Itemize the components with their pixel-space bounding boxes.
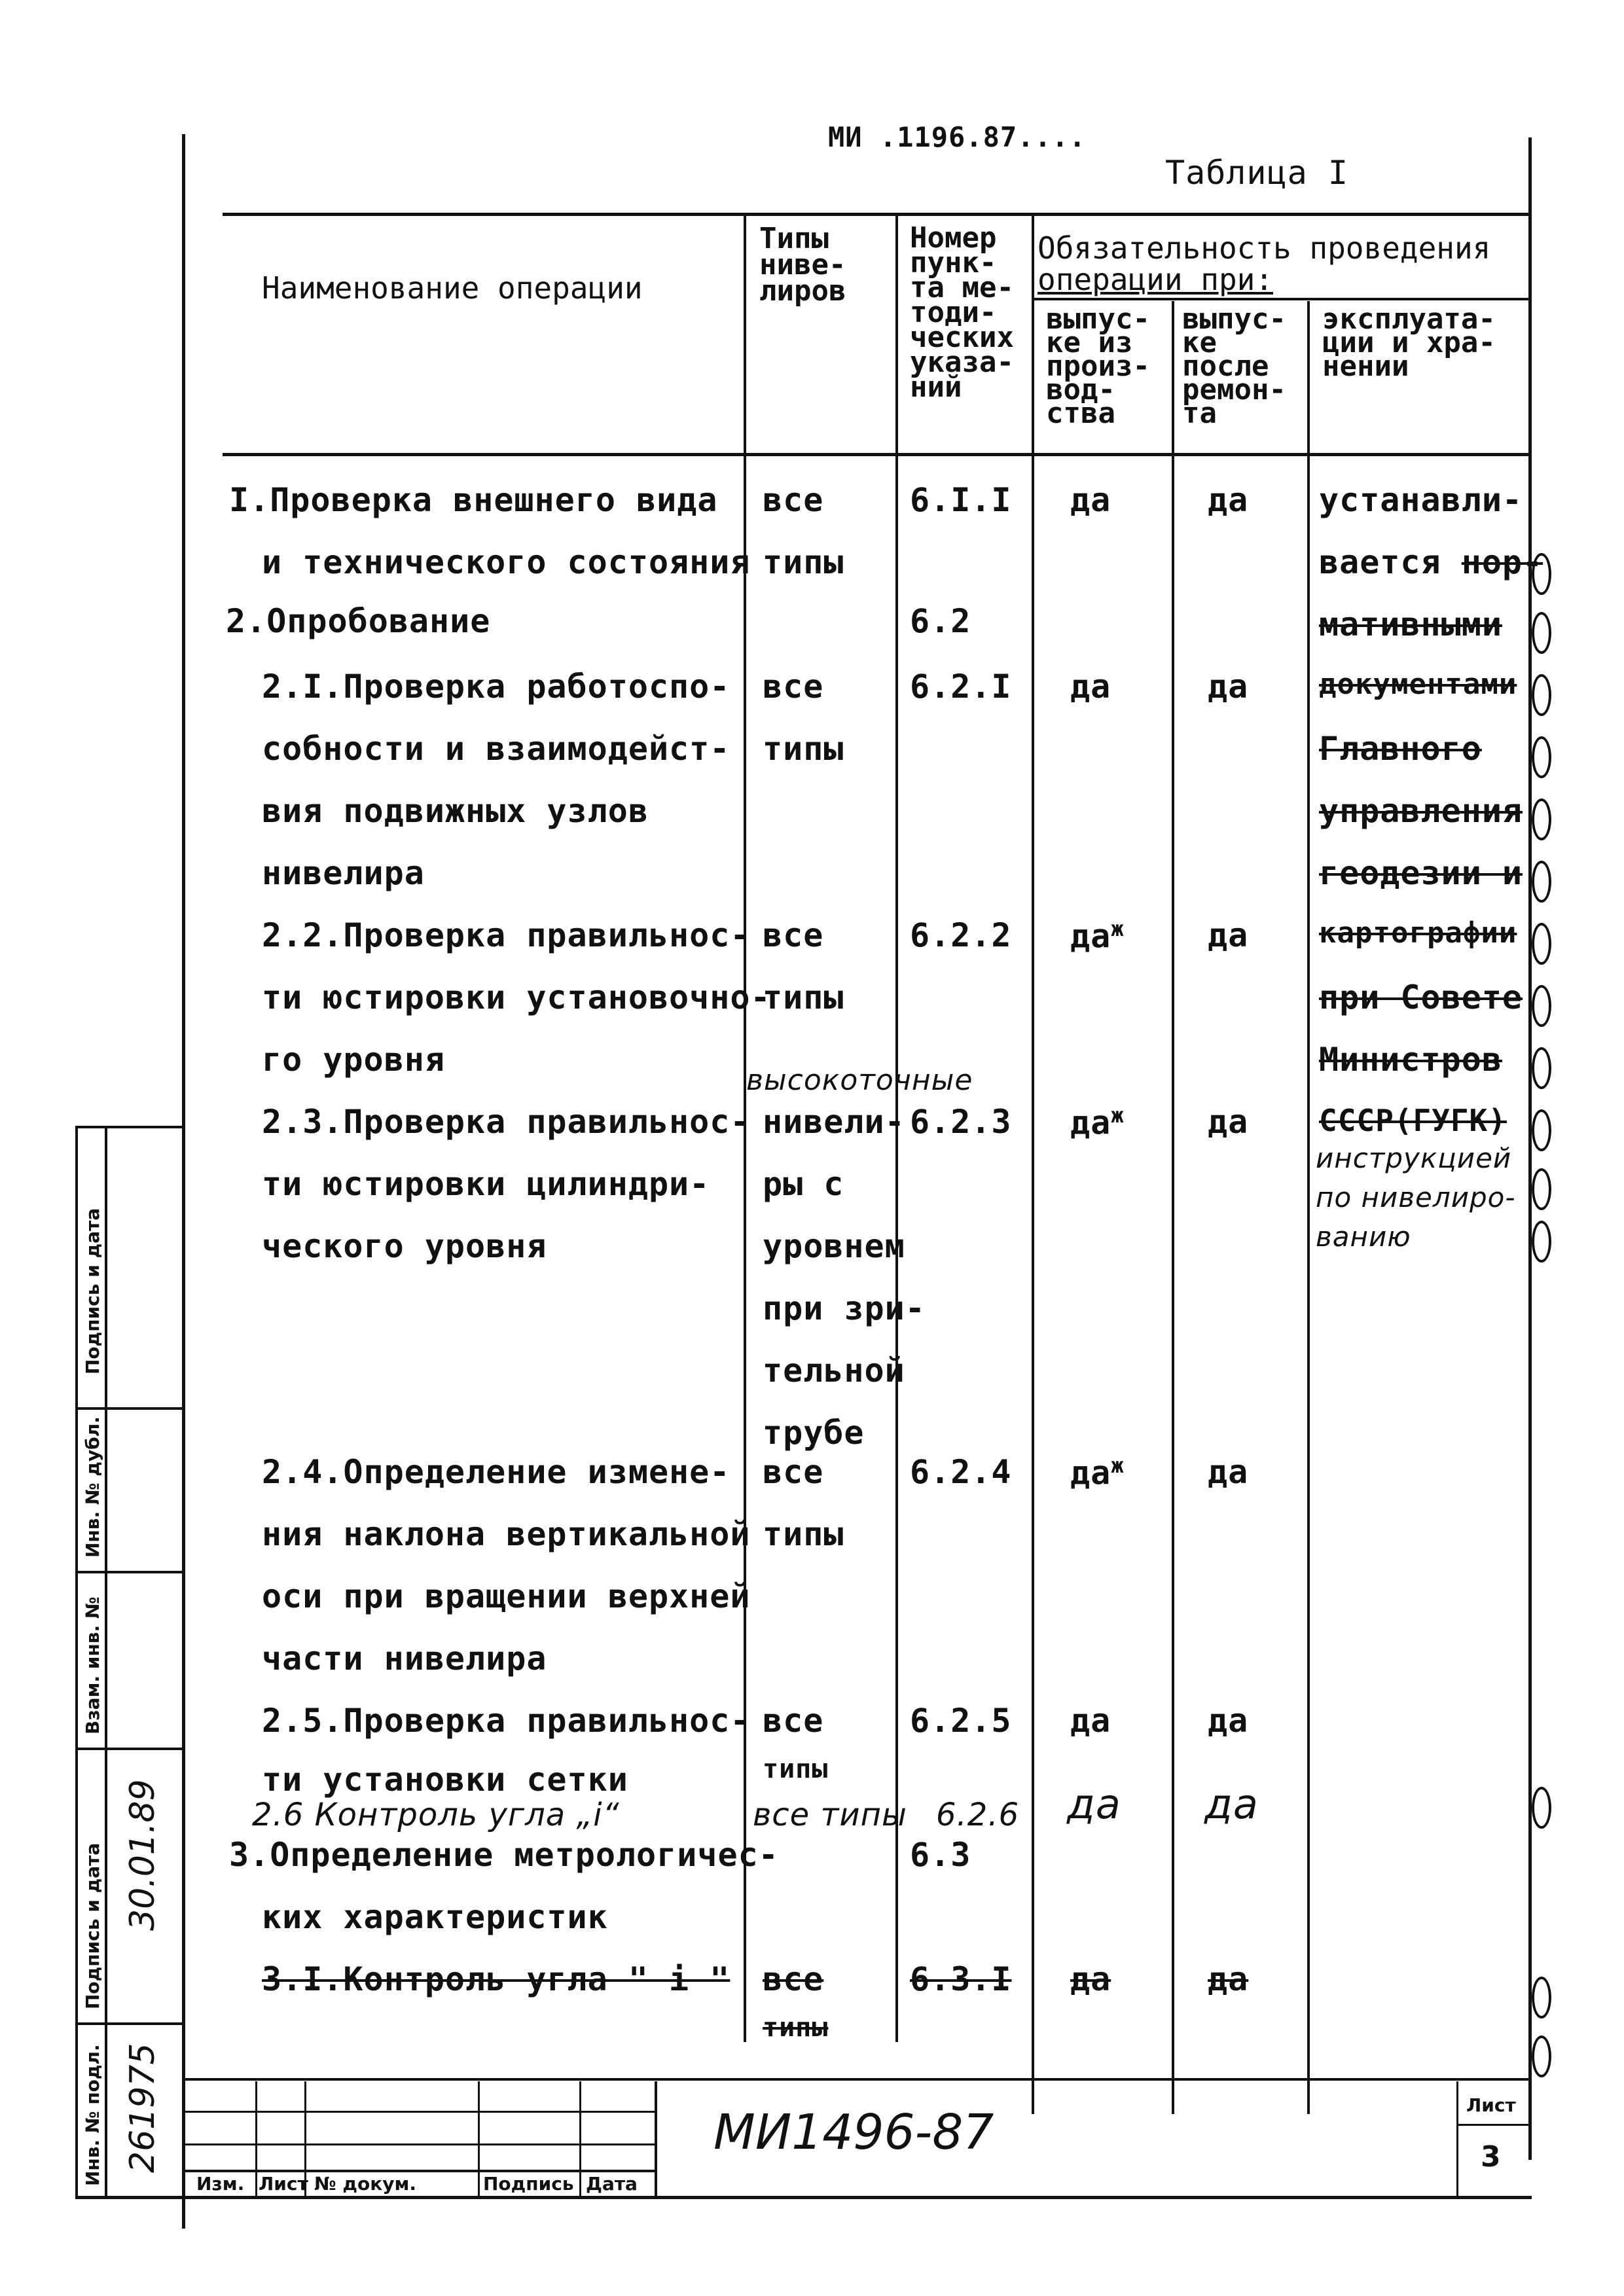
row6-name-l4: части нивелира: [262, 1640, 547, 1677]
header-bottom-rule: [223, 453, 1528, 456]
revision-mark-2: [1532, 612, 1551, 654]
side-stamp-mid: [105, 1126, 107, 2199]
row1-release: да: [1070, 481, 1111, 519]
revision-mark-12: [1532, 1221, 1551, 1263]
title-block-row-1: [183, 2111, 655, 2113]
col-header-item-l7: ний: [910, 370, 962, 404]
row10-release: да: [1070, 1960, 1111, 1998]
side-stamp-inv-dubl: Инв. № дубл.: [82, 1416, 103, 1558]
row4-name-l3: го уровня: [262, 1041, 445, 1079]
row1-types-l1: все: [763, 481, 824, 519]
row10-types-l2: типы: [763, 2013, 829, 2043]
row5-types-l5: тельной: [763, 1352, 905, 1390]
row5-types-l1: нивели-: [763, 1103, 905, 1141]
row3-name-l3: вия подвижных узлов: [262, 792, 649, 830]
col-header-release-l4: вод-: [1046, 373, 1115, 406]
table-top-rule: [223, 213, 1528, 216]
row6-types-l1: все: [763, 1453, 824, 1491]
revision-mark-9: [1532, 1047, 1551, 1089]
row3-item: 6.2.I: [910, 668, 1012, 706]
revision-mark-13: [1532, 1787, 1551, 1829]
col-header-repair-l5: та: [1182, 397, 1217, 430]
side-stamp-sep-5: [75, 2022, 183, 2025]
revision-mark-7: [1532, 923, 1551, 965]
operation-note-l11: СССР(ГУГК): [1319, 1103, 1507, 1138]
col-header-types: [759, 222, 846, 308]
row5-types-handwritten: высокоточные: [746, 1064, 973, 1097]
operation-note-l2-struck: нор-: [1461, 543, 1543, 581]
row7-types-l1: все: [763, 1702, 824, 1740]
operation-note-l4: документами: [1319, 668, 1517, 701]
title-block-row-3: [183, 2170, 655, 2172]
row4-item: 6.2.2: [910, 916, 1012, 954]
title-block-sheet-sep: [1456, 2081, 1458, 2196]
title-block-label-date: Дата: [586, 2173, 638, 2195]
col-header-item-l6: указа-: [910, 346, 1014, 379]
operation-note-l6: управления: [1319, 792, 1523, 830]
col-header-types-l3: лиров: [759, 274, 846, 308]
col-header-item-l2: пунк-: [910, 246, 997, 279]
side-stamp-handwritten-inv: 261975: [123, 2043, 162, 2173]
row3-release: да: [1070, 668, 1111, 706]
row4-types-l2: типы: [763, 978, 844, 1016]
row5-release: [1070, 1103, 1124, 1142]
row6-types-l2: типы: [763, 1515, 844, 1553]
col-header-repair: [1182, 302, 1286, 430]
operation-note-l3: мативными: [1319, 605, 1502, 643]
row6-item: 6.2.4: [910, 1453, 1012, 1491]
title-block-label-signature: Подпись: [483, 2173, 574, 2195]
side-stamp-vzam-inv: Взам. инв. №: [82, 1596, 103, 1734]
row5-types-l6: трубе: [763, 1414, 865, 1452]
row5-types-l4: при зри-: [763, 1289, 926, 1327]
row7-release: да: [1070, 1702, 1111, 1740]
title-block-label-list: Лист: [259, 2173, 308, 2195]
row6-release: [1070, 1453, 1124, 1492]
row10-item: 6.3.I: [910, 1960, 1012, 1998]
col-header-item-l3: та ме-: [910, 271, 1014, 304]
col-header-mandatory-l2: операции при:: [1038, 262, 1274, 297]
row8-name-handwritten: 2.6 Контроль угла „i“: [252, 1797, 620, 1833]
revision-mark-1: [1532, 553, 1551, 595]
row3-types-l2: типы: [763, 730, 844, 768]
col-header-repair-l4: ремон-: [1182, 373, 1286, 406]
title-block-sheet-row: [1456, 2124, 1528, 2126]
revision-mark-11: [1532, 1168, 1551, 1210]
title-block-col-4: [579, 2081, 581, 2199]
col-header-mandatory-l1: Обязательность проведения: [1038, 230, 1491, 266]
col-header-repair-l2: ке: [1182, 326, 1217, 359]
col-header-operation-l3: нении: [1322, 350, 1409, 383]
col-header-item-l5: ческих: [910, 321, 1014, 354]
col-header-item: [910, 221, 1014, 404]
col-header-release-l5: ства: [1046, 397, 1115, 430]
operation-handwritten-l1: инструкцией: [1316, 1142, 1512, 1174]
col-header-release: [1046, 302, 1150, 430]
operation-note-l9: при Совете: [1319, 978, 1523, 1016]
revision-mark-4: [1532, 736, 1551, 778]
row4-types-l1: все: [763, 916, 824, 954]
row5-types-l2: ры с: [763, 1165, 844, 1203]
title-block-col-1: [255, 2081, 257, 2199]
title-block-doc-number: МИ1496-87: [713, 2104, 994, 2161]
side-stamp-sep-4: [75, 1748, 183, 1750]
revision-mark-15: [1532, 2036, 1551, 2077]
frame-right-border: [1528, 137, 1532, 2160]
row4-repair: да: [1208, 916, 1249, 954]
side-stamp-sep-1: [75, 1126, 183, 1128]
row10-name: 3.I.Контроль угла " i ": [262, 1960, 731, 1998]
row5-release-mark: ж: [1111, 1103, 1125, 1128]
row1-types-l2: типы: [763, 543, 844, 581]
title-block-col-5: [655, 2081, 657, 2199]
col-header-types-l1: Типы: [759, 222, 829, 255]
row3-name-l1: 2.I.Проверка работоспо-: [262, 668, 731, 706]
col-header-operation-l2: ции и хра-: [1322, 326, 1496, 359]
row7-types-l2: типы: [763, 1754, 829, 1784]
col-header-repair-l1: выпус-: [1182, 302, 1286, 336]
row5-item: 6.2.3: [910, 1103, 1012, 1141]
col-header-item-l1: Номер: [910, 221, 997, 255]
row4-release-text: да: [1070, 917, 1111, 956]
col-header-operation: [1322, 302, 1496, 383]
row1-name-l1: I.Проверка внешнего вида: [229, 481, 718, 519]
row7-name-l1: 2.5.Проверка правильнос-: [262, 1702, 751, 1740]
col-header-operation-l1: эксплуата-: [1322, 302, 1496, 336]
title-block-top: [183, 2078, 1528, 2081]
title-block-sheet-number: 3: [1481, 2140, 1501, 2174]
doc-code: МИ .1196.87....: [828, 121, 1087, 153]
revision-mark-5: [1532, 798, 1551, 840]
revision-mark-6: [1532, 861, 1551, 903]
row3-name-l2: собности и взаимодейст-: [262, 730, 731, 768]
table-label: Таблица I: [1165, 154, 1348, 192]
row5-name-l1: 2.3.Проверка правильнос-: [262, 1103, 751, 1141]
row5-release-text: да: [1070, 1103, 1111, 1142]
title-block-label-doc: № докум.: [314, 2173, 417, 2195]
title-block-col-3: [478, 2081, 480, 2199]
frame-left-border: [182, 134, 185, 2229]
side-stamp-handwritten-date: 30.01.89: [123, 1779, 162, 1931]
title-block-row-2: [183, 2144, 655, 2145]
col-header-release-l2: ке из: [1046, 326, 1133, 359]
col-header-repair-l3: после: [1182, 350, 1269, 383]
operation-note-l7: геодезии и: [1319, 854, 1523, 892]
col-header-types-l2: ниве-: [759, 248, 846, 281]
operation-note-l2: вается нор-: [1319, 543, 1543, 581]
row1-item: 6.I.I: [910, 481, 1012, 519]
row10-types-l1: все: [763, 1960, 824, 1998]
operation-note-l8: картографии: [1319, 916, 1517, 950]
row4-release: [1070, 916, 1124, 956]
col-header-item-l4: тоди-: [910, 296, 997, 329]
title-block-label-izm: Изм.: [196, 2173, 245, 2195]
col-sep-4: [1172, 301, 1174, 2114]
row3-types-l1: все: [763, 668, 824, 706]
row6-name-l1: 2.4.Определение измене-: [262, 1453, 731, 1491]
row3-repair: да: [1208, 668, 1249, 706]
row4-name-l2: ти юстировки установочно-: [262, 978, 771, 1016]
operation-note-l5: Главного: [1319, 730, 1482, 768]
side-stamp-sep-2: [75, 1407, 183, 1410]
side-stamp-left: [75, 1126, 78, 2199]
side-stamp-inv-podl: Инв. № подл.: [82, 2044, 103, 2186]
revision-mark-8: [1532, 985, 1551, 1027]
row5-repair: да: [1208, 1103, 1249, 1141]
operation-note-l1: устанавли-: [1319, 481, 1523, 519]
row5-name-l3: ческого уровня: [262, 1227, 547, 1265]
title-block-bottom: [75, 2196, 1532, 2199]
row2-name: 2.Опробование: [226, 602, 491, 640]
col-header-release-l3: произ-: [1046, 350, 1150, 383]
revision-mark-10: [1532, 1109, 1551, 1151]
row7-name-l2: ти установки сетки: [262, 1761, 628, 1799]
row9-item: 6.3: [910, 1836, 971, 1874]
row6-name-l3: оси при вращении верхней: [262, 1577, 751, 1615]
col-sep-3: [1032, 216, 1034, 2114]
side-stamp-sep-3: [75, 1571, 183, 1573]
row8-item-handwritten: 6.2.6: [936, 1797, 1020, 1833]
side-stamp-signature-date-1: Подпись и дата: [82, 1208, 103, 1374]
row10-repair: да: [1208, 1960, 1249, 1998]
row5-types-l3: уровнем: [763, 1227, 905, 1265]
row4-name-l1: 2.2.Проверка правильнос-: [262, 916, 751, 954]
operation-note-l10: Министров: [1319, 1041, 1502, 1079]
row9-name-l1: 3.Определение метрологичес-: [229, 1836, 779, 1874]
row8-repair-handwritten: да: [1204, 1780, 1259, 1828]
col-header-mandatory: [1038, 232, 1490, 295]
row2-item: 6.2: [910, 602, 971, 640]
col-header-name: Наименование операции: [262, 270, 643, 306]
row5-name-l2: ти юстировки цилиндри-: [262, 1165, 710, 1203]
col-sep-5: [1307, 301, 1310, 2114]
row6-release-text: да: [1070, 1454, 1111, 1492]
row9-name-l2: ких характеристик: [262, 1898, 608, 1936]
row3-name-l4: нивелира: [262, 854, 425, 892]
row7-item: 6.2.5: [910, 1702, 1012, 1740]
row1-name-l2: и технического состояния: [262, 543, 751, 581]
row7-repair: да: [1208, 1702, 1249, 1740]
mandatory-subrule: [1033, 298, 1528, 300]
row6-name-l2: ния наклона вертикальной: [262, 1515, 751, 1553]
row8-release-handwritten: да: [1067, 1780, 1121, 1828]
row6-release-mark: ж: [1111, 1453, 1125, 1478]
row6-repair: да: [1208, 1453, 1249, 1491]
row8-types-handwritten: все типы: [753, 1797, 907, 1833]
row4-release-mark: ж: [1111, 916, 1125, 941]
col-header-release-l1: выпус-: [1046, 302, 1150, 336]
operation-handwritten-l3: ванию: [1316, 1221, 1411, 1253]
title-block-sheet-label: Лист: [1466, 2094, 1516, 2116]
revision-mark-14: [1532, 1977, 1551, 2018]
side-stamp-signature-date-2: Подпись и дата: [82, 1842, 103, 2009]
operation-handwritten-l2: по нивелиро-: [1316, 1181, 1516, 1213]
row1-repair: да: [1208, 481, 1249, 519]
revision-mark-3: [1532, 674, 1551, 716]
